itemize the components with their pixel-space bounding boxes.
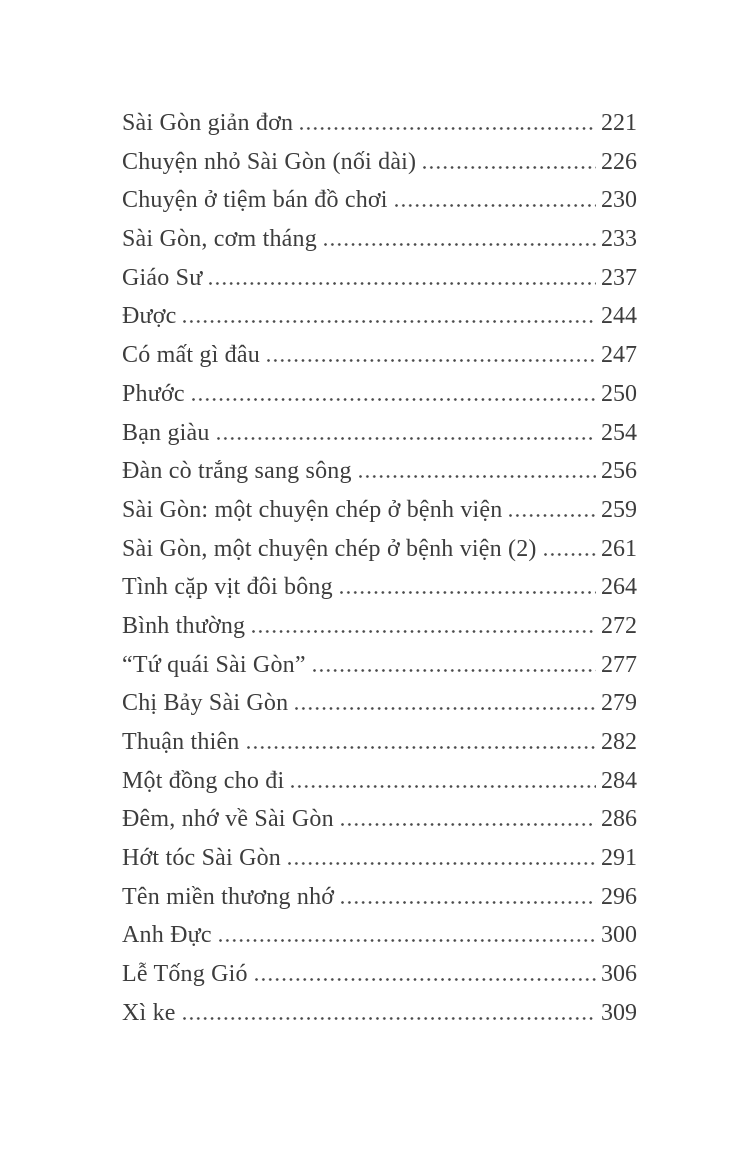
dot-leader [341, 823, 596, 826]
toc-entry-title: Chị Bảy Sài Gòn [122, 690, 289, 717]
toc-entry-page: 226 [601, 148, 637, 175]
dot-leader [267, 359, 596, 362]
toc-entry-page: 309 [601, 999, 637, 1026]
toc-entry-title: Sài Gòn giản đơn [122, 110, 294, 136]
toc-entry-title: “Tứ quái Sài Gòn” [122, 651, 306, 678]
dot-leader [423, 166, 596, 169]
toc-entry-page: 261 [601, 535, 637, 562]
toc-entry-title: Đàn cò trắng sang sông [122, 458, 352, 485]
toc-entry [122, 684, 637, 723]
toc-entry-page: 286 [601, 806, 637, 833]
dot-leader [300, 127, 596, 130]
toc-entry-page: 282 [601, 729, 637, 755]
toc-entry [122, 916, 637, 955]
dot-leader [313, 669, 596, 672]
toc-entry-title: Anh Đực [122, 922, 212, 949]
dot-leader [341, 901, 596, 904]
toc-entry-page: 296 [601, 883, 637, 910]
toc-entry-title: Sài Gòn, cơm tháng [122, 226, 317, 253]
toc-entry-page: 264 [601, 574, 637, 601]
toc-entry-title: Chuyện nhỏ Sài Gòn (nối dài) [122, 148, 417, 175]
toc-entry-title: Được [122, 303, 177, 330]
toc-entry-title: Xì ke [122, 999, 176, 1026]
toc-entry [122, 568, 637, 607]
toc-entry-page: 237 [601, 264, 637, 291]
dot-leader [209, 282, 596, 285]
toc-entry [122, 104, 637, 143]
toc-entry-page: 256 [601, 458, 637, 485]
toc-entry-title: Có mất gì đâu [122, 342, 260, 369]
dot-leader [395, 204, 596, 207]
toc-entry [122, 530, 637, 569]
toc-entry-title: Sài Gòn: một chuyện chép ở bệnh viện [122, 496, 503, 523]
toc-entry [122, 994, 637, 1033]
dot-leader [219, 939, 596, 942]
toc-entry [122, 723, 637, 762]
dot-leader [288, 862, 596, 865]
toc-entry-title: Tình cặp vịt đôi bông [122, 574, 333, 601]
toc-entry-page: 250 [601, 380, 637, 407]
dot-leader [359, 475, 596, 478]
toc-entry-title: Bạn giàu [122, 419, 210, 446]
toc-entry-page: 300 [601, 922, 637, 949]
dot-leader [183, 1017, 596, 1020]
toc-entry [122, 646, 637, 685]
toc-entry-title: Phước [122, 380, 185, 407]
toc-entry-title: Giáo Sư [122, 264, 203, 291]
toc-entry [122, 452, 637, 491]
dot-leader [183, 320, 596, 323]
toc-entry-title: Hớt tóc Sài Gòn [122, 845, 282, 872]
dot-leader [340, 591, 596, 594]
toc-entry-title: Thuận thiên [122, 729, 240, 755]
toc-entry-title: Bình thường [122, 612, 246, 639]
toc-entry [122, 800, 637, 839]
toc-entry-page: 279 [601, 690, 637, 717]
toc-entry [122, 607, 637, 646]
toc-entry-page: 284 [601, 767, 637, 794]
toc-entry [122, 143, 637, 182]
toc-entry [122, 297, 637, 336]
toc-entry-page: 221 [601, 110, 637, 136]
toc-entry [122, 762, 637, 801]
dot-leader [217, 437, 596, 440]
toc-entry-title: Chuyện ở tiệm bán đồ chơi [122, 187, 388, 214]
toc-entry [122, 259, 637, 298]
toc-entry-page: 244 [601, 303, 637, 330]
toc-entry-title: Đêm, nhớ về Sài Gòn [122, 806, 334, 833]
toc-entry-page: 254 [601, 419, 637, 446]
toc-entry-page: 259 [601, 496, 637, 523]
toc-entry-page: 233 [601, 226, 637, 253]
dot-leader [192, 398, 596, 401]
dot-leader [252, 630, 596, 633]
toc-entry-title: Một đồng cho đi [122, 767, 285, 794]
toc-entry [122, 878, 637, 917]
toc-entry-page: 277 [601, 651, 637, 678]
dot-leader [324, 243, 596, 246]
toc-entry [122, 491, 637, 530]
dot-leader [291, 785, 596, 788]
toc-entry-page: 230 [601, 187, 637, 214]
toc-entry [122, 375, 637, 414]
dot-leader [509, 514, 596, 517]
toc-entry [122, 414, 637, 453]
toc-entry [122, 839, 637, 878]
dot-leader [295, 707, 596, 710]
dot-leader [255, 978, 596, 981]
toc-entry [122, 955, 637, 994]
toc-entry-page: 272 [601, 612, 637, 639]
toc-entry-page: 306 [601, 961, 637, 988]
dot-leader [247, 746, 596, 749]
toc-entry-title: Lễ Tống Gió [122, 961, 248, 988]
dot-leader [544, 553, 596, 556]
toc-entry-page: 291 [601, 845, 637, 872]
toc-entry-title: Sài Gòn, một chuyện chép ở bệnh viện (2) [122, 535, 537, 562]
toc-entry [122, 336, 637, 375]
toc-entry-page: 247 [601, 342, 637, 369]
toc-entry [122, 220, 637, 259]
toc-entry-title: Tên miền thương nhớ [122, 883, 335, 910]
toc-entry [122, 181, 637, 220]
